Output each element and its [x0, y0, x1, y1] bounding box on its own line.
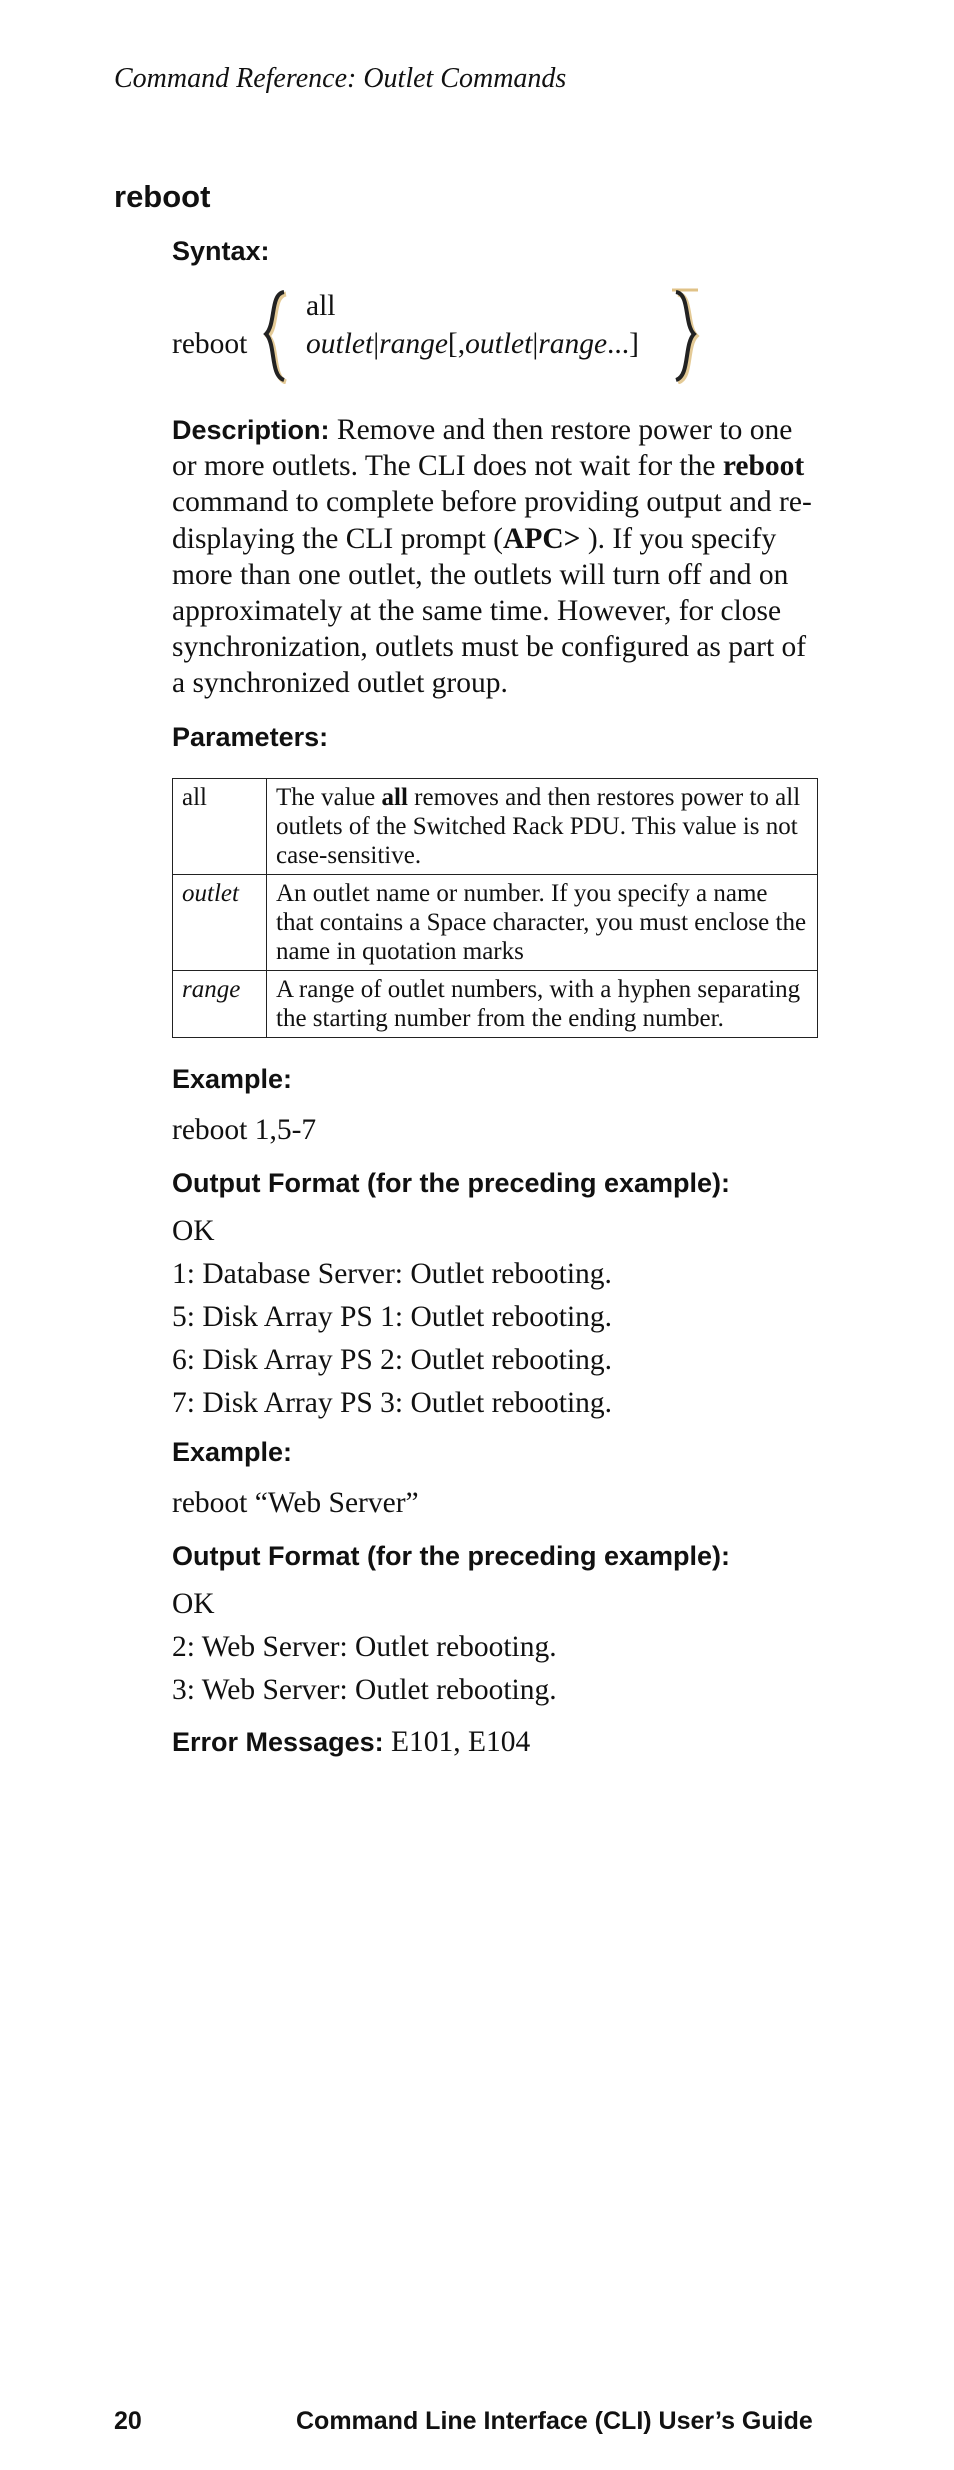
- page-number: 20: [114, 2407, 142, 2435]
- example-2-command: reboot “Web Server”: [172, 1486, 419, 1519]
- syntax-option-outlet-range: [306, 328, 639, 361]
- output-line: 2: Web Server: Outlet rebooting.: [172, 1631, 557, 1664]
- description-text-1: Remove and then restore power to one or more outlets. The CLI does not wait for the: [172, 414, 793, 483]
- param-desc-post: removes and then restores power to all outlets of the Switched Rack PDU. This value is not case-sensitive.: [276, 783, 801, 869]
- right-brace-icon: [668, 288, 704, 384]
- output-line: 5: Disk Array PS 1: Outlet rebooting.: [172, 1300, 613, 1333]
- parameters-table: [172, 778, 818, 1038]
- param-desc-bold: all: [381, 783, 408, 811]
- section-title: reboot: [114, 179, 211, 214]
- table-row: [173, 970, 818, 1037]
- param-description: A range of outlet numbers, with a hyphen separating the starting number from the ending number.: [267, 970, 818, 1037]
- error-messages: [172, 1724, 822, 1760]
- param-name: all: [173, 778, 267, 874]
- description-label: Description:: [172, 415, 330, 445]
- output-line: OK: [172, 1588, 215, 1621]
- description-text-2: command to complete before providing output and re-displaying the CLI prompt (: [172, 486, 812, 555]
- output-line: 3: Web Server: Outlet rebooting.: [172, 1674, 557, 1707]
- syntax-outlet-1: outlet: [306, 328, 374, 360]
- syntax-range-2: range: [538, 328, 608, 360]
- example-1-output-heading: Output Format (for the preceding example):: [172, 1167, 731, 1198]
- example-2-output: [172, 1583, 822, 1712]
- syntax-outlet-2: outlet: [465, 328, 533, 360]
- description-bold-reboot: reboot: [722, 450, 805, 483]
- description-bold-prompt: APC>: [503, 522, 581, 555]
- syntax-sep-2: |: [532, 328, 539, 360]
- param-desc-pre: The value: [276, 783, 382, 811]
- syntax-option-all: all: [306, 290, 336, 322]
- section-content: [172, 234, 822, 1760]
- footer-guide-title: Command Line Interface (CLI) User’s Guide: [296, 2407, 813, 2435]
- syntax-heading: Syntax:: [172, 236, 270, 266]
- syntax-range-1: range: [379, 328, 448, 360]
- syntax-bracket-open: [,: [447, 328, 466, 360]
- output-line: OK: [172, 1214, 215, 1247]
- param-name: outlet: [173, 874, 267, 970]
- example-2-output-heading: Output Format (for the preceding example):: [172, 1541, 731, 1572]
- syntax-block: [172, 288, 822, 394]
- error-messages-value: E101, E104: [383, 1726, 531, 1759]
- param-description: An outlet name or number. If you specify a name that contains a Space character, you must enclose the name in quotation marks: [267, 874, 818, 970]
- running-header: Command Reference: Outlet Commands: [114, 63, 567, 94]
- syntax-sep-1: |: [373, 328, 380, 360]
- example-1-command: reboot 1,5-7: [172, 1113, 317, 1146]
- output-line: 6: Disk Array PS 2: Outlet rebooting.: [172, 1343, 613, 1376]
- table-row: [173, 778, 818, 874]
- left-brace-icon: [258, 288, 292, 384]
- description-paragraph: [172, 412, 822, 702]
- example-1-output: [172, 1210, 822, 1425]
- error-messages-label: Error Messages:: [172, 1727, 384, 1758]
- output-line: 7: Disk Array PS 3: Outlet rebooting.: [172, 1386, 613, 1419]
- param-description: [267, 778, 818, 874]
- syntax-command: reboot: [172, 328, 248, 360]
- syntax-tail: ...]: [607, 328, 639, 360]
- table-row: [173, 874, 818, 970]
- description-text-3: ). If you specify more than one outlet, the outlets will turn off and on approximately at the same time. However, for close synchronization, outlets must be configured as part of a synchronized outlet group.: [172, 522, 807, 700]
- parameters-heading: Parameters:: [172, 721, 329, 752]
- param-name: range: [173, 970, 267, 1037]
- output-line: 1: Database Server: Outlet rebooting.: [172, 1257, 612, 1290]
- example-2-heading: Example:: [172, 1436, 293, 1467]
- example-1-heading: Example:: [172, 1063, 293, 1094]
